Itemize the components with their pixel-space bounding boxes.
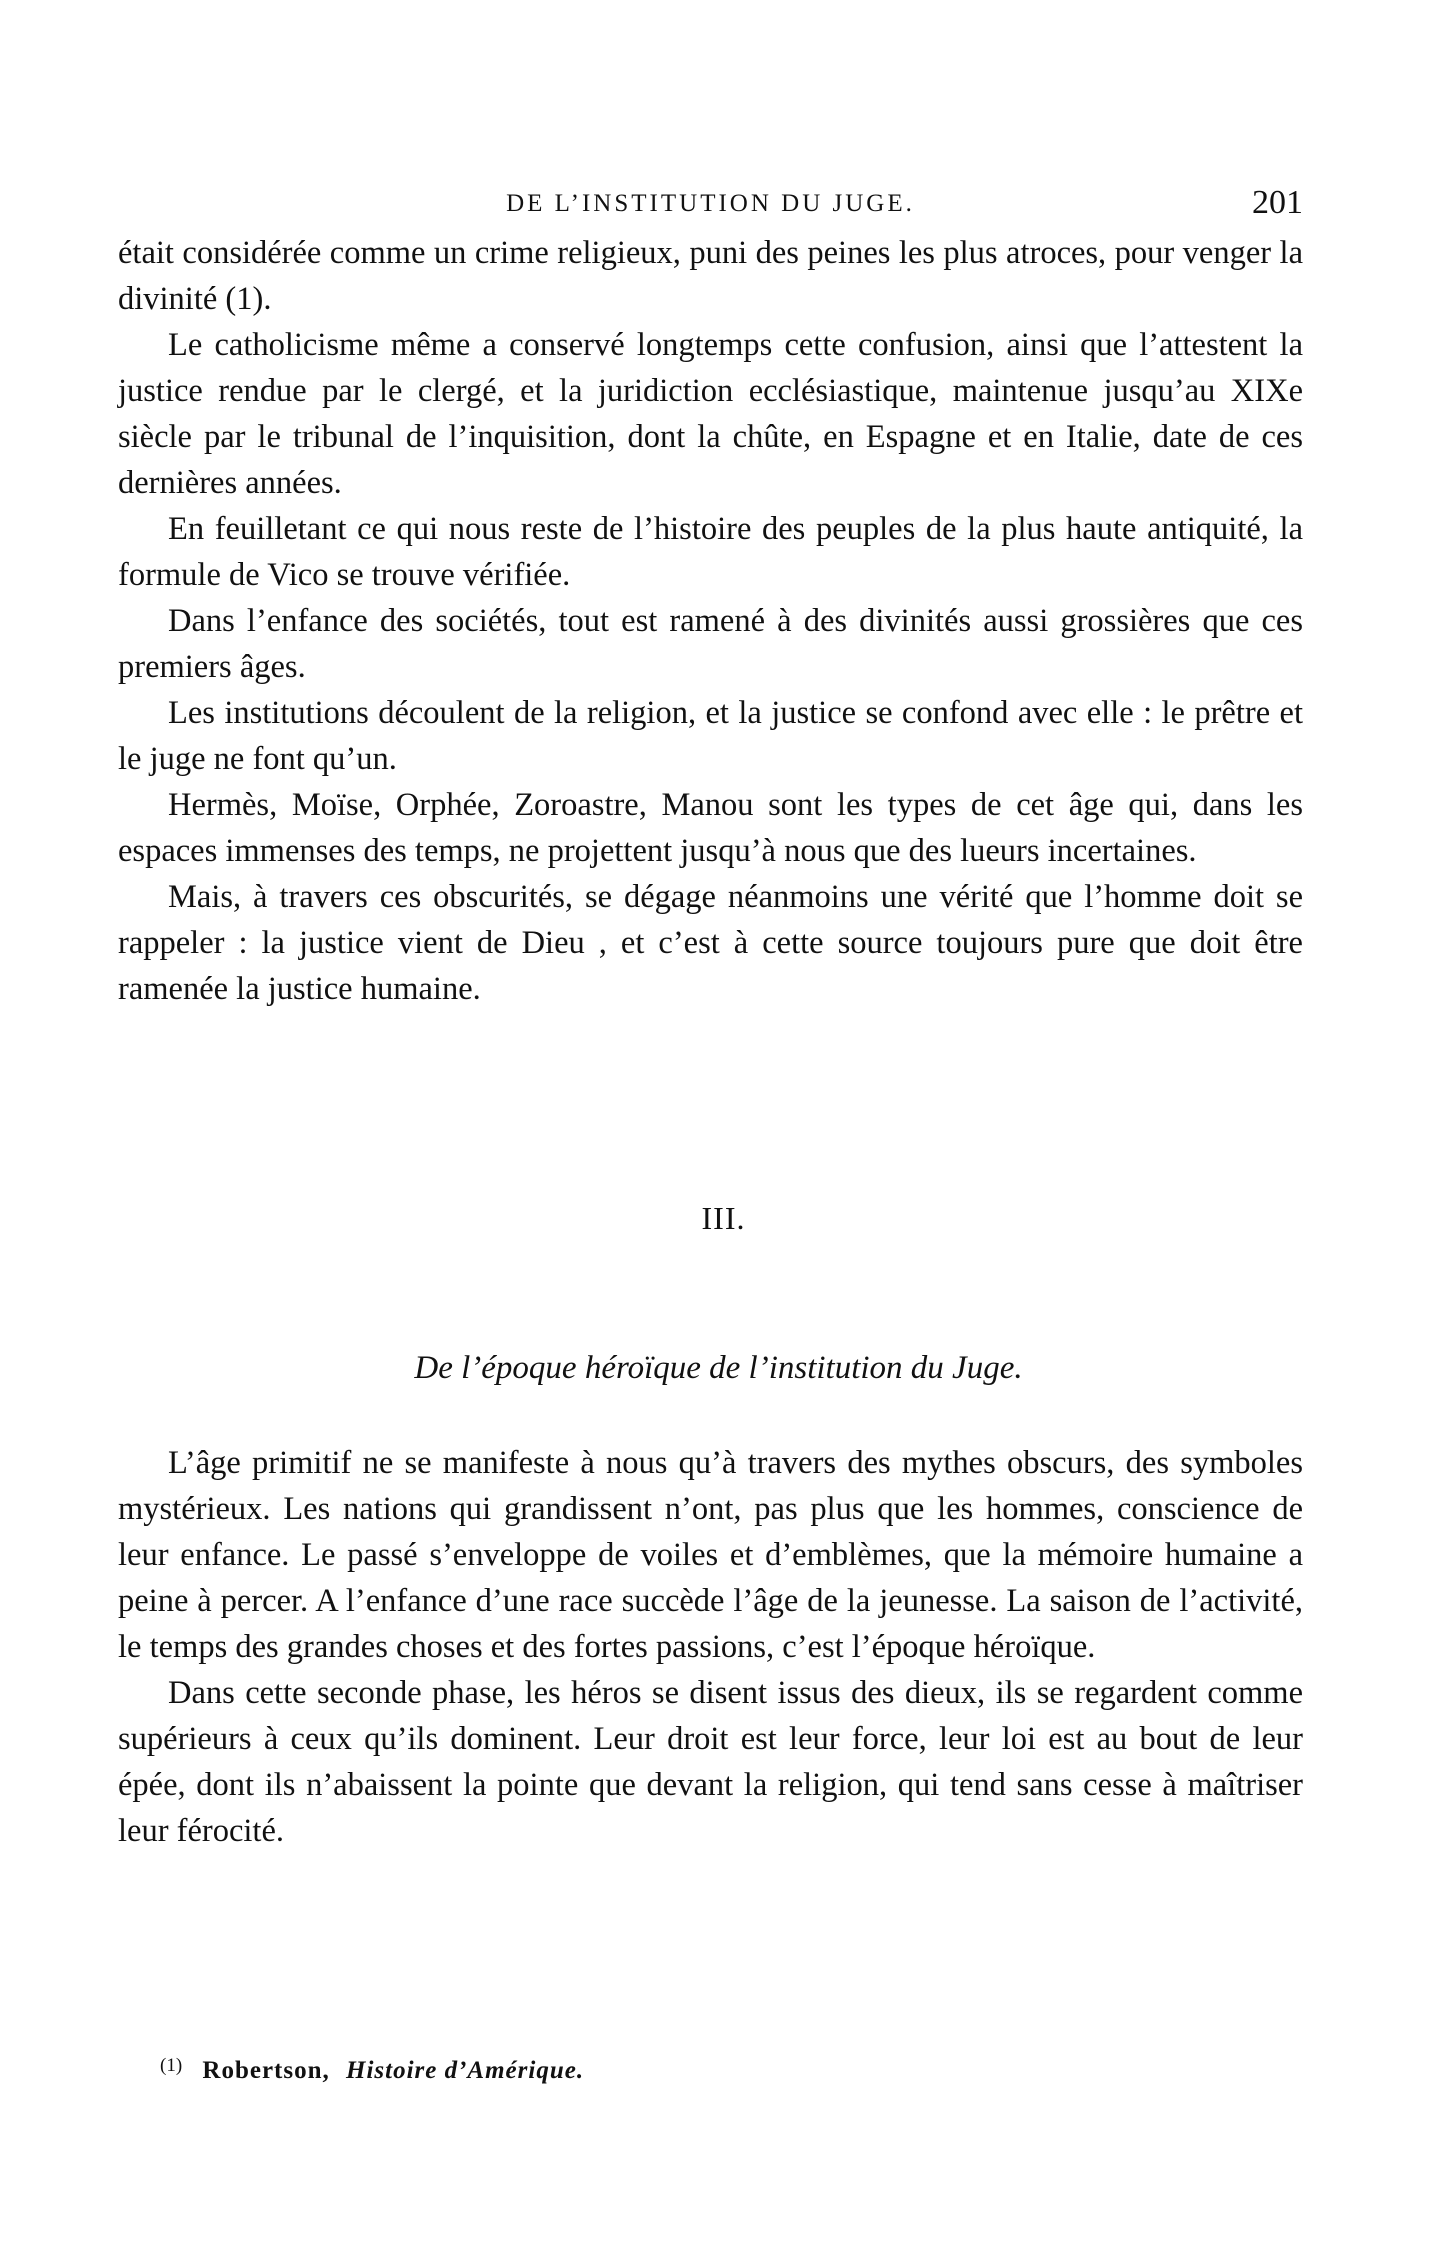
running-header xyxy=(118,186,1303,226)
body-text-section-iii xyxy=(118,1440,1303,1854)
body-text-before-section xyxy=(118,230,1303,1012)
footnote-work-title: Histoire d’Amérique. xyxy=(346,2057,585,2084)
paragraph: Dans l’enfance des sociétés, tout est ramené à des divinités aussi grossières que ces premiers âges. xyxy=(118,603,1303,685)
paragraph: Mais, à travers ces obscurités, se dégage néanmoins une vérité que l’homme doit se rappeler : la justice vient de Dieu , et c’est à cette source toujours pure que doit être ramenée la justice humaine. xyxy=(118,879,1303,1007)
paragraph-continuation: était considérée comme un crime religieux, puni des peines les plus atroces, pour venger la divinité (1). xyxy=(118,235,1303,317)
running-title: DE L’INSTITUTION DU JUGE. xyxy=(506,190,915,217)
section-number: III. xyxy=(701,1200,746,1236)
paragraph: Le catholicisme même a conservé longtemps cette confusion, ainsi que l’attestent la justice rendue par le clergé, et la juridiction ecclésiastique, maintenue jusqu’au XIXe siècle par le tribunal de l’inquisition, dont la chûte, en Espagne et en Italie, date de ces dernières années. xyxy=(118,327,1303,501)
paragraph: Les institutions découlent de la religion, et la justice se confond avec elle : le prêtre et le juge ne font qu’un. xyxy=(118,695,1303,777)
paragraph: En feuilletant ce qui nous reste de l’histoire des peuples de la plus haute antiquité, la formule de Vico se trouve vérifiée. xyxy=(118,511,1303,593)
paragraph: Hermès, Moïse, Orphée, Zoroastre, Manou sont les types de cet âge qui, dans les espaces immenses des temps, ne projettent jusqu’à nous que des lueurs incertaines. xyxy=(118,787,1303,869)
section-title: De l’époque héroïque de l’institution du Juge. xyxy=(414,1350,1023,1386)
footnote-author: Robertson, xyxy=(202,2057,330,2084)
paragraph: Dans cette seconde phase, les héros se disent issus des dieux, ils se regardent comme supérieurs à ceux qu’ils dominent. Leur droit est leur force, leur loi est au bout de leur épée, dont ils n’abaissent la pointe que devant la religion, qui tend sans cesse à maîtriser leur férocité. xyxy=(118,1675,1303,1849)
footnote xyxy=(160,2055,584,2085)
footnote-mark: (1) xyxy=(160,2055,183,2076)
paragraph: L’âge primitif ne se manifeste à nous qu’à travers des mythes obscurs, des symboles mystérieux. Les nations qui grandissent n’ont, pas plus que les hommes, conscience de leur enfance. Le passé s’enveloppe de voiles et d’emblèmes, que la mémoire humaine a peine à percer. A l’enfance d’une race succède l’âge de la jeunesse. La saison de l’activité, le temps des grandes choses et des fortes passions, c’est l’époque héroïque. xyxy=(118,1445,1303,1665)
page-number: 201 xyxy=(1252,184,1303,221)
